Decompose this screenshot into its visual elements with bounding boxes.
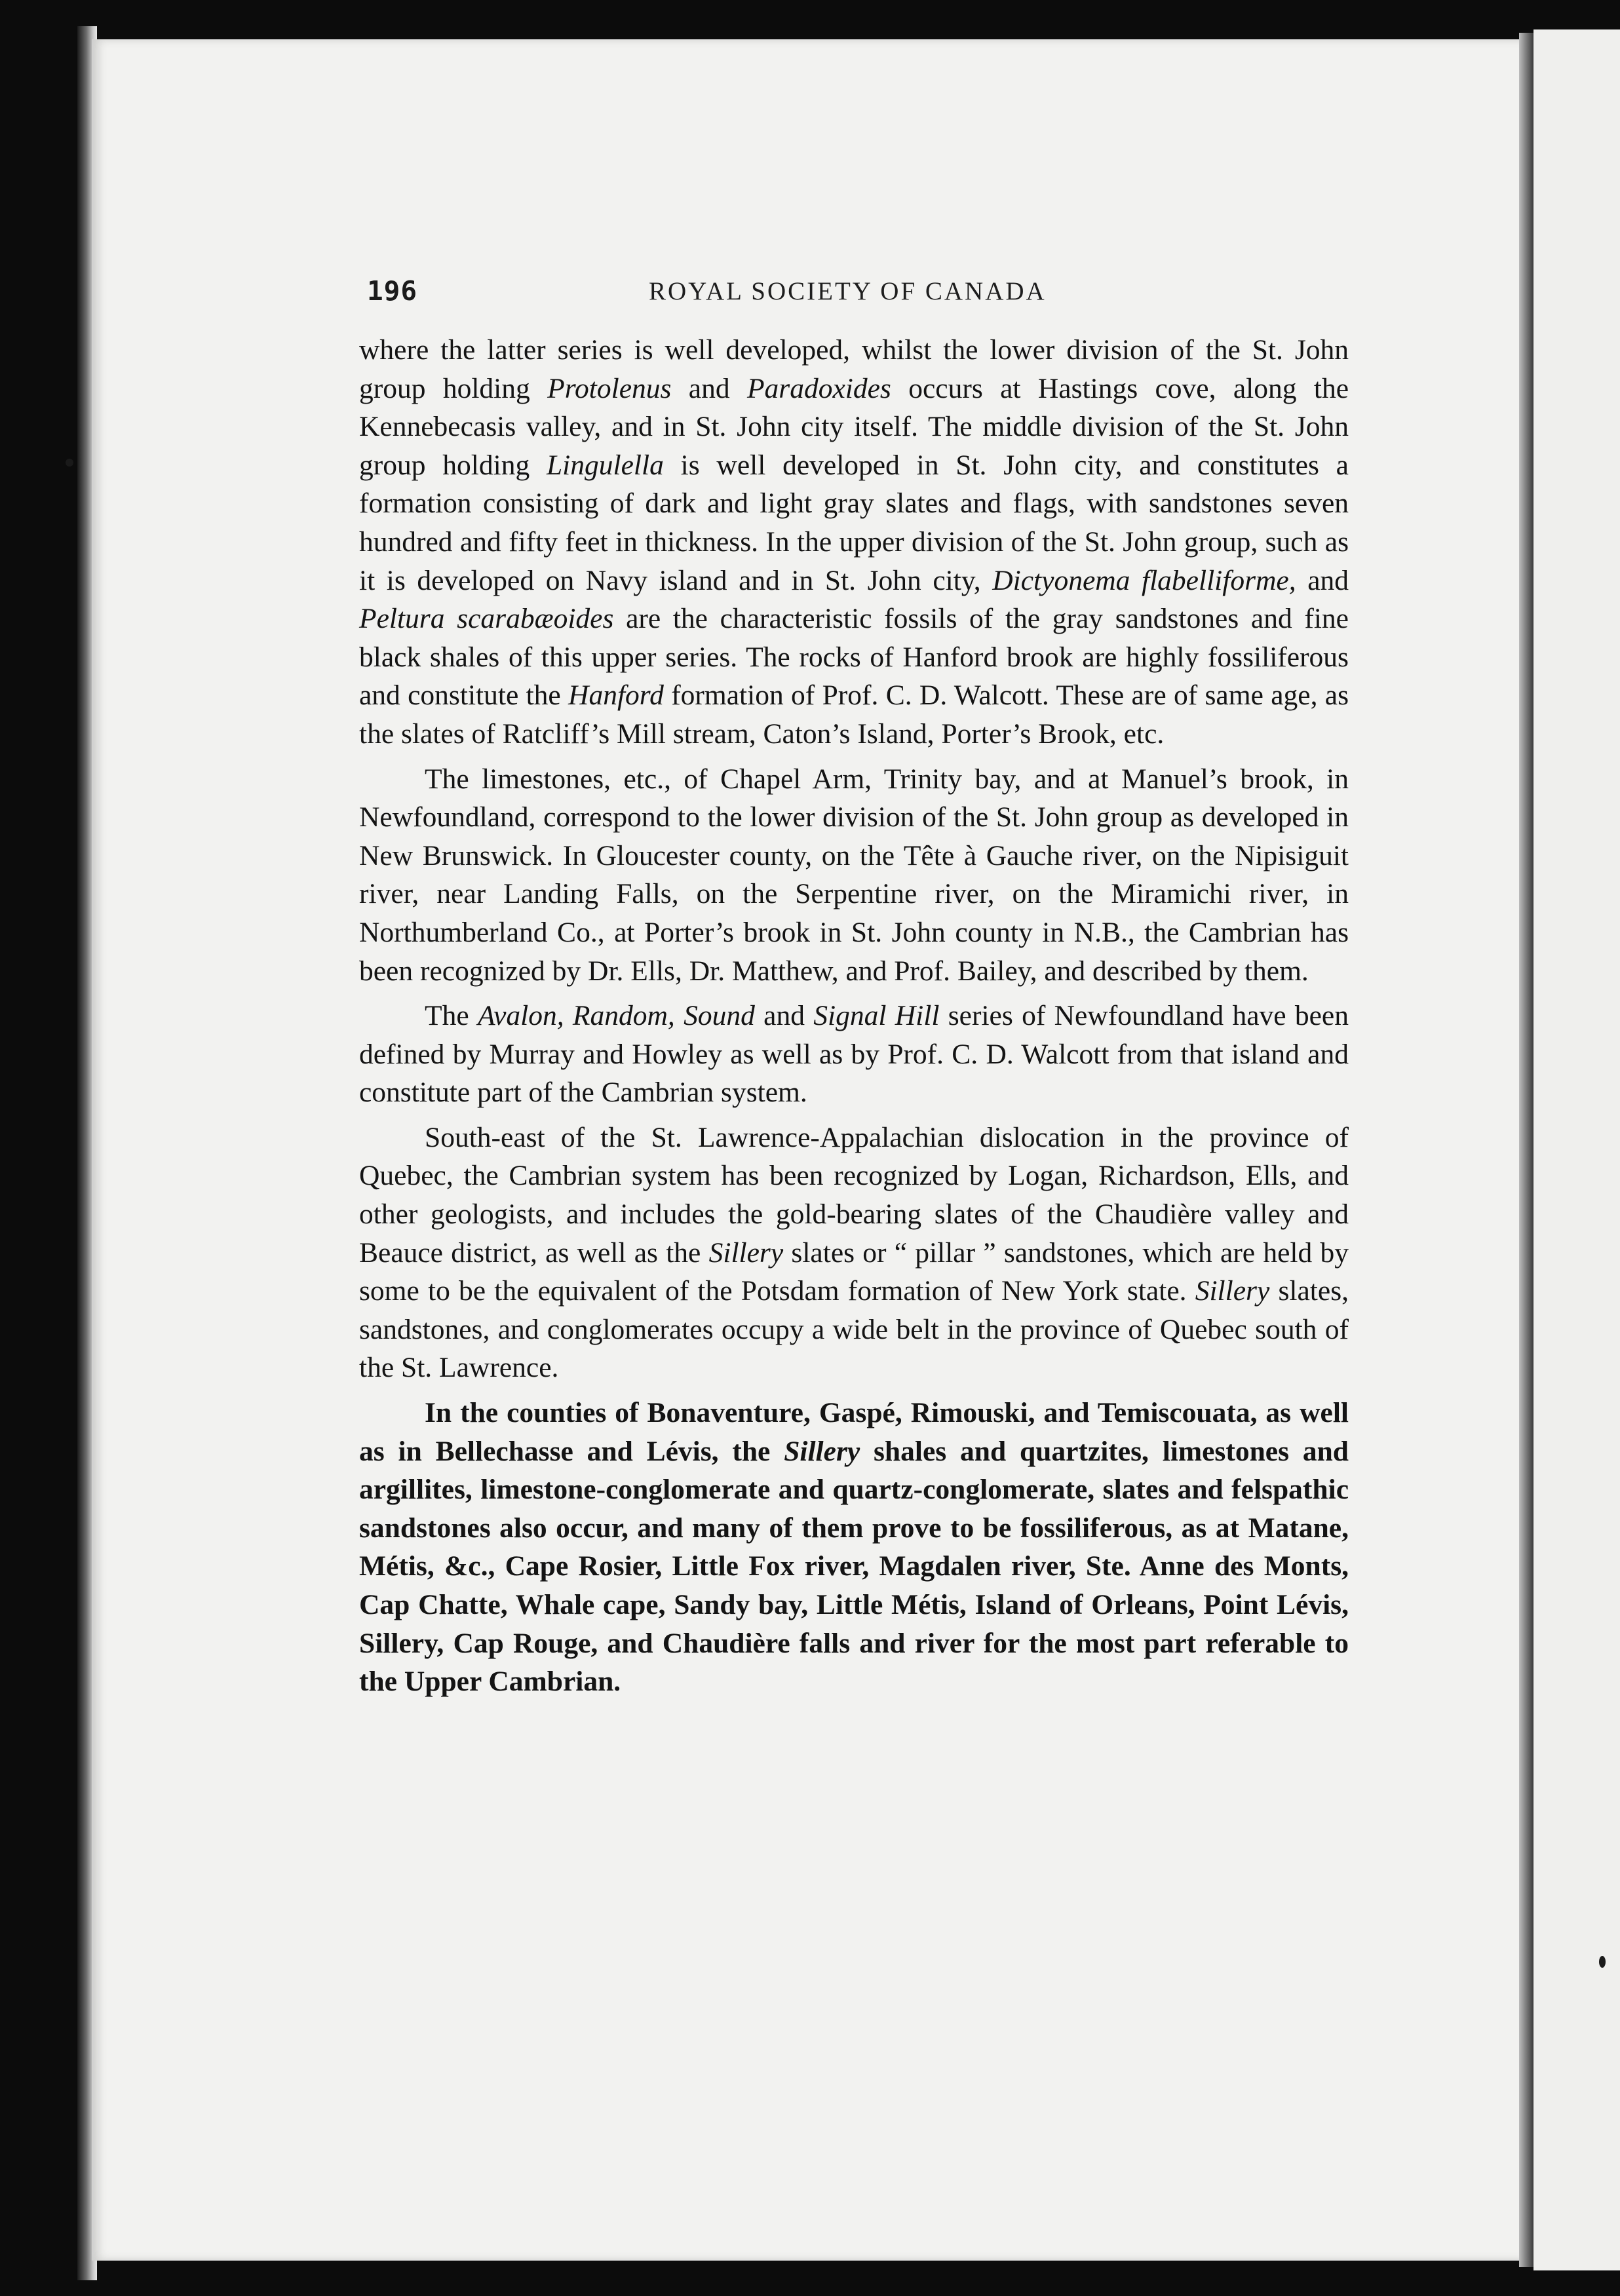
- scan-speck: [1599, 1956, 1606, 1968]
- text-run: South-east of the St. Lawrence-Appalachian dislocation in the province of Quebec, the Cambrian system has been recognized by Logan, Richardson, Ells, and other geologists, and includes the gold-bearing slates of the Chaudière valley and Beauce district, as well as the: [359, 1121, 1349, 1269]
- text-run: formation of Prof. C. D. Walcott. These are of same age, as the slates of Ratcliff’s Mill stream, Caton’s Island, Porter’s Brook, etc.: [359, 679, 1349, 750]
- text-run: The: [425, 1000, 478, 1032]
- page-gutter-shadow: [1519, 33, 1533, 2267]
- italic-text: Sillery: [708, 1236, 784, 1269]
- paragraph: [359, 331, 1349, 754]
- body-text: [359, 331, 1349, 1701]
- paragraph: [359, 1119, 1349, 1387]
- italic-text: Signal Hill: [813, 1000, 940, 1032]
- text-run: where the latter series is well developed, whilst the lower division of the St. John group holding: [359, 334, 1349, 404]
- text-run: The limestones, etc., of Chapel Arm, Trinity bay, and at Manuel’s brook, in Newfoundland, correspond to the lower division of the St. John group as developed in New Brunswick. In Gloucester county, on the Tête à Gauche river, on the Nipisiguit river, near Landing Falls, on the Serpentine river, on the Miramichi river, in Northumberland Co., at Porter’s brook in St. John county in N.B., the Cambrian has been recognized by Dr. Ells, Dr. Matthew, and Prof. Bailey, and described by them.: [359, 763, 1349, 987]
- text-run: are the characteristic fossils of the gray sandstones and fine black shales of this upper series. The rocks of Hanford brook are highly fossiliferous and constitute the: [359, 603, 1349, 712]
- text-run: and: [1296, 564, 1349, 596]
- italic-text: Sillery: [1195, 1275, 1270, 1307]
- page-header: [367, 275, 1376, 315]
- paragraph: [359, 1394, 1349, 1701]
- text-run: is well developed in St. John city, and constitutes a formation consisting of dark and light gray slates and flags, with sandstones seven hundred and fifty feet in thickness. In the upper division of the St. John group, such as it is developed on Navy island and in St. John city,: [359, 449, 1349, 596]
- text-run: occurs at Hastings cove, along the Kennebecasis valley, and in St. John city itself. The middle division of the St. John group holding: [359, 372, 1349, 481]
- text-run: slates or “ pillar ” sandstones, which are held by some to be the equivalent of the Potsdam formation of New York state.: [359, 1236, 1349, 1307]
- running-head: ROYAL SOCIETY OF CANADA: [649, 277, 1047, 305]
- italic-text: Paradoxides: [746, 372, 891, 404]
- italic-text: Sillery: [784, 1435, 860, 1467]
- italic-text: Dictyonema flabelliforme,: [992, 564, 1296, 596]
- italic-text: Hanford: [568, 679, 664, 712]
- text-run: and: [754, 1000, 814, 1032]
- text-run: In the counties of Bonaventure, Gaspé, Rimouski, and Temiscouata, as well as in Bellechasse and Lévis, the: [359, 1397, 1349, 1467]
- italic-text: Protolenus: [547, 372, 672, 404]
- italic-text: Lingulella: [546, 449, 664, 481]
- text-run: series of Newfoundland have been defined by Murray and Howley as well as by Prof. C. D. Walcott from that island and constitute part of the Cambrian system.: [359, 1000, 1349, 1109]
- page-number: 196: [367, 275, 418, 307]
- italic-text: Peltura scarabæoides: [359, 603, 614, 635]
- scan-speck: [66, 459, 73, 467]
- paragraph: [359, 760, 1349, 991]
- text-run: slates, sandstones, and conglomerates occupy a wide belt in the province of Quebec south of the St. Lawrence.: [359, 1275, 1349, 1384]
- text-run: and: [671, 372, 747, 404]
- italic-text: Avalon, Random, Sound: [477, 1000, 755, 1032]
- adjacent-page-edge: [1533, 29, 1620, 2270]
- paragraph: [359, 997, 1349, 1112]
- text-run: shales and quartzites, limestones and argillites, limestone-conglomerate and quartz-conglomerate, slates and felspathic sandstones also occur, and many of them prove to be fossiliferous, as at Matane, Métis, &c., Cape Rosier, Little Fox river, Magdalen river, Ste. Anne des Monts, Cap Chatte, Whale cape, Sandy bay, Little Métis, Island of Orleans, Point Lévis, Sillery, Cap Rouge, and Chaudière falls and river for the most part referable to the Upper Cambrian.: [359, 1435, 1349, 1698]
